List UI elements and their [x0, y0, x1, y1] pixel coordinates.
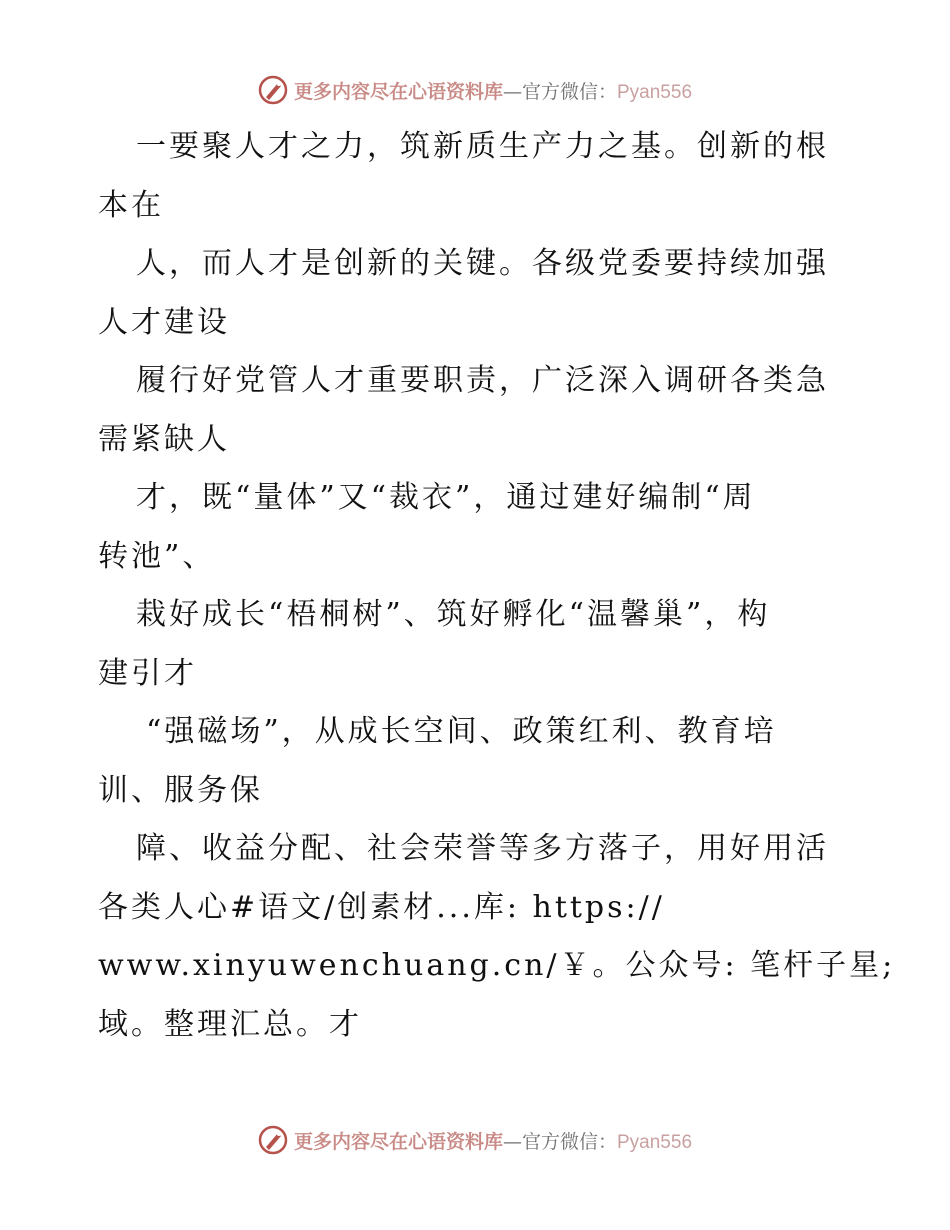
body-line: 域。整理汇总。才 — [98, 1006, 362, 1042]
footer-watermark-text: 更多内容尽在心语资料库—官方微信：Pyan556 — [293, 1130, 693, 1153]
body-line: 履行好党管人才重要职责，广泛深入调研各类急 — [136, 363, 829, 398]
body-line: 训、服务保 — [98, 772, 263, 808]
header-watermark-text: 更多内容尽在心语资料库—官方微信：Pyan556 — [293, 80, 693, 103]
body-line: 本在 — [98, 187, 164, 223]
body-line: 转池”、 — [98, 538, 216, 574]
header-watermark — [0, 70, 950, 110]
body-line: www.xinyuwenchuang.cn/￥。公众号: 笔杆子星; — [98, 948, 896, 983]
body-line: 一要聚人才之力，筑新质生产力之基。创新的根 — [136, 129, 829, 164]
document-body — [98, 118, 896, 1054]
body-line: 人，而人才是创新的关键。各级党委要持续加强 — [136, 246, 829, 281]
body-line: “强磁场”，从成长空间、政策红利、教育培 — [146, 714, 777, 749]
pen-logo-icon — [258, 1125, 288, 1155]
footer-watermark — [0, 1120, 950, 1160]
body-line: 各类人心#语文/创素材...库: https:// — [98, 889, 665, 925]
body-line: 栽好成长“梧桐树”、筑好孵化“温馨巢”，构 — [136, 597, 771, 632]
body-line: 障、收益分配、社会荣誉等多方落子，用好用活 — [136, 831, 829, 866]
body-line: 人才建设 — [98, 304, 230, 340]
body-line: 需紧缺人 — [98, 421, 230, 457]
pen-logo-icon — [258, 75, 288, 105]
body-line: 才，既“量体”又“裁衣”，通过建好编制“周 — [136, 480, 756, 515]
body-line: 建引才 — [98, 655, 197, 691]
